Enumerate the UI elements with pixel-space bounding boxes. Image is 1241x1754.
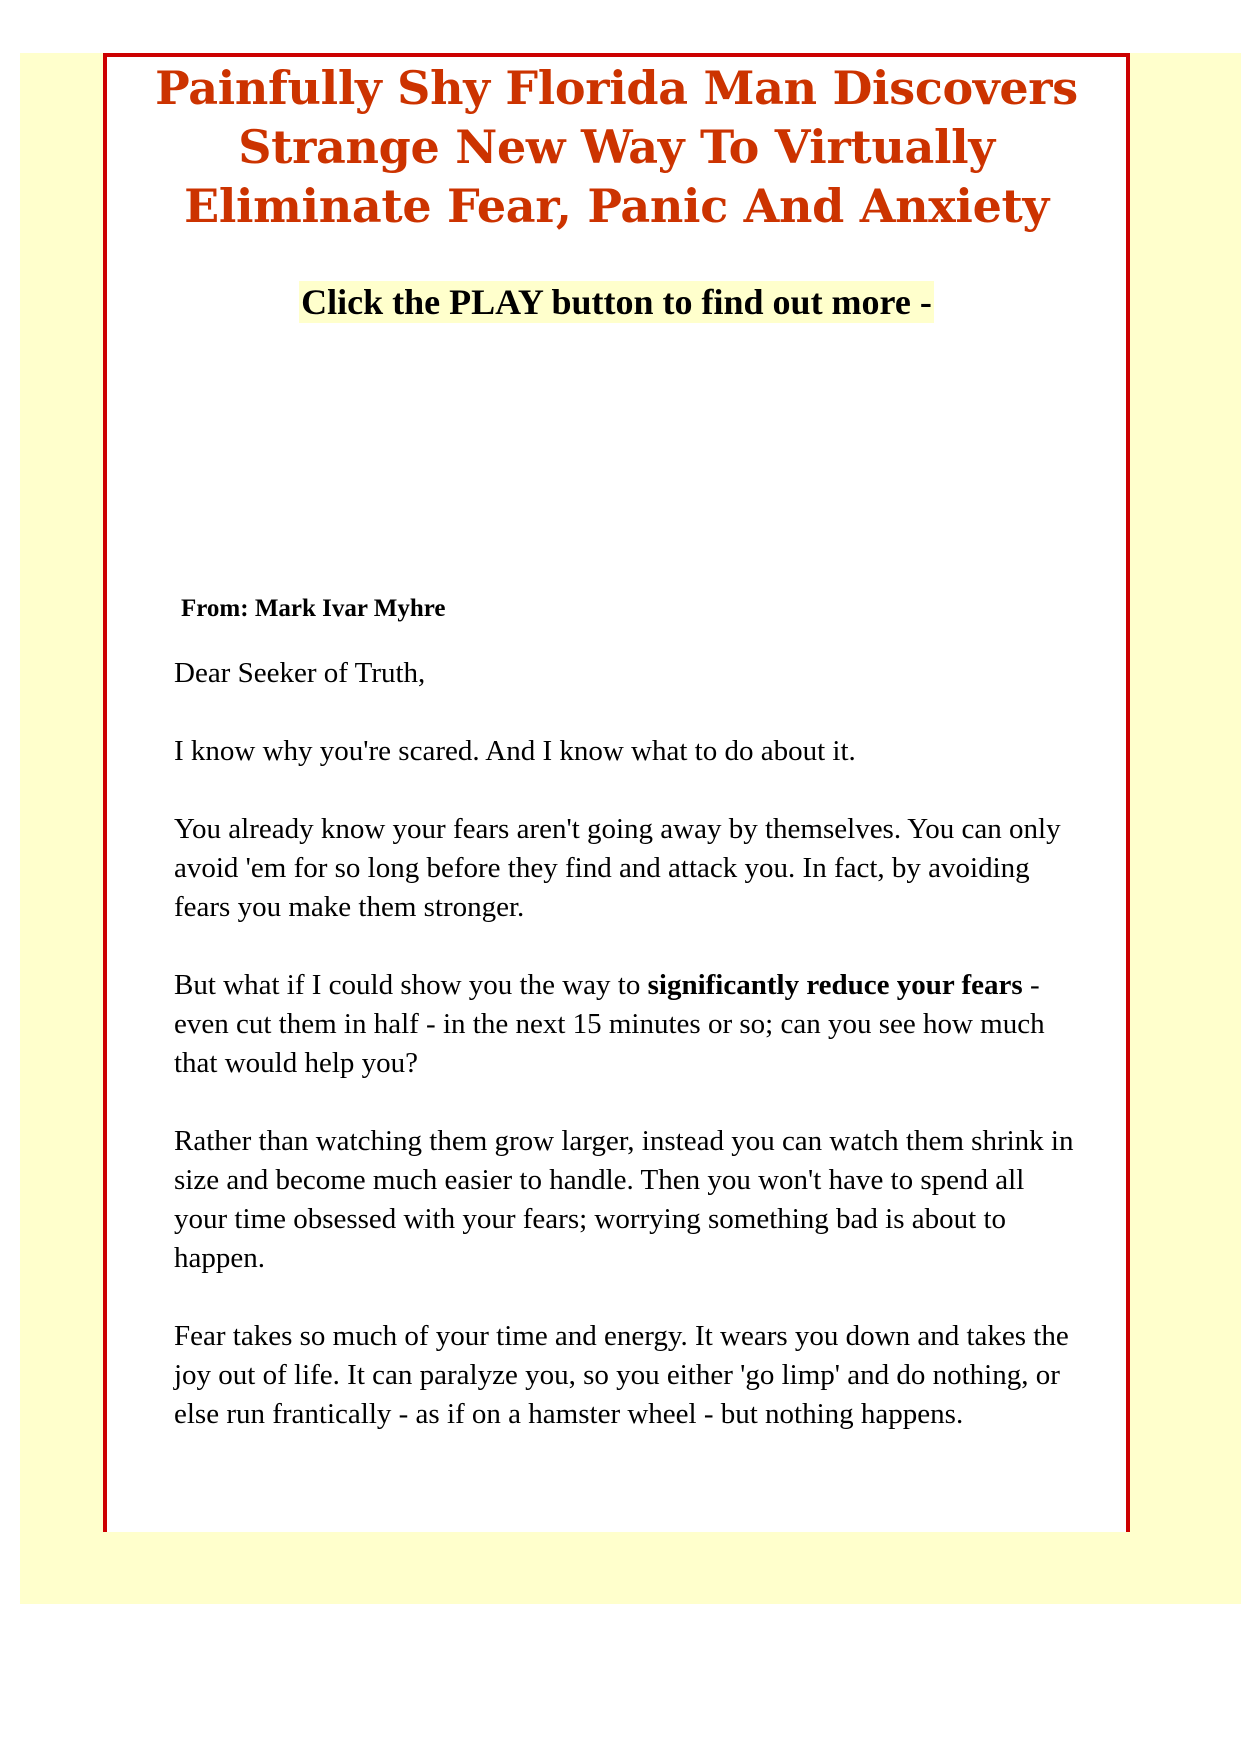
play-cta-text: Click the PLAY button to find out more -	[301, 282, 932, 322]
paragraph-1: I know why you're scared. And I know what to do about it.	[174, 735, 856, 767]
paragraph-3-emphasis: significantly reduce your fears	[647, 969, 1023, 1001]
video-player-area[interactable]	[167, 347, 1067, 587]
paragraph-5: Fear takes so much of your time and energy. It wears you down and takes the joy out of life. It can paralyze you, so you either 'go limp' and do nothing, or else run frantically - as if on a hamster wheel - but nothing happens.	[174, 1320, 1069, 1430]
paragraph-4: Rather than watching them grow larger, instead you can watch them shrink in size and become much easier to handle. Then you won't have to spend all your time obsessed with your fears; worrying something bad is about to happen.	[174, 1125, 1074, 1274]
paragraph-3	[174, 966, 1074, 1083]
paragraph-2: You already know your fears aren't going away by themselves. You can only avoid 'em for so long before they find and attack you. In fact, by avoiding fears you make them stronger.	[174, 813, 1061, 923]
from-line: From: Mark Ivar Myhre	[181, 595, 446, 622]
headline-line-1: Painfully Shy Florida Man Discovers	[155, 61, 1078, 115]
headline-line-3: Eliminate Fear, Panic And Anxiety	[184, 179, 1049, 233]
salutation: Dear Seeker of Truth,	[174, 657, 426, 689]
headline-line-2: Strange New Way To Virtually	[238, 120, 995, 174]
letter-body	[174, 654, 1074, 1473]
paragraph-3-before: But what if I could show you the way to	[174, 969, 648, 1001]
content-box	[103, 53, 1130, 1532]
headline	[107, 59, 1126, 236]
play-cta-container	[107, 281, 1126, 323]
paragraph-3-after: - even cut them in half - in the next 15 minutes or so; can you see how much that would help you?	[174, 969, 1045, 1079]
